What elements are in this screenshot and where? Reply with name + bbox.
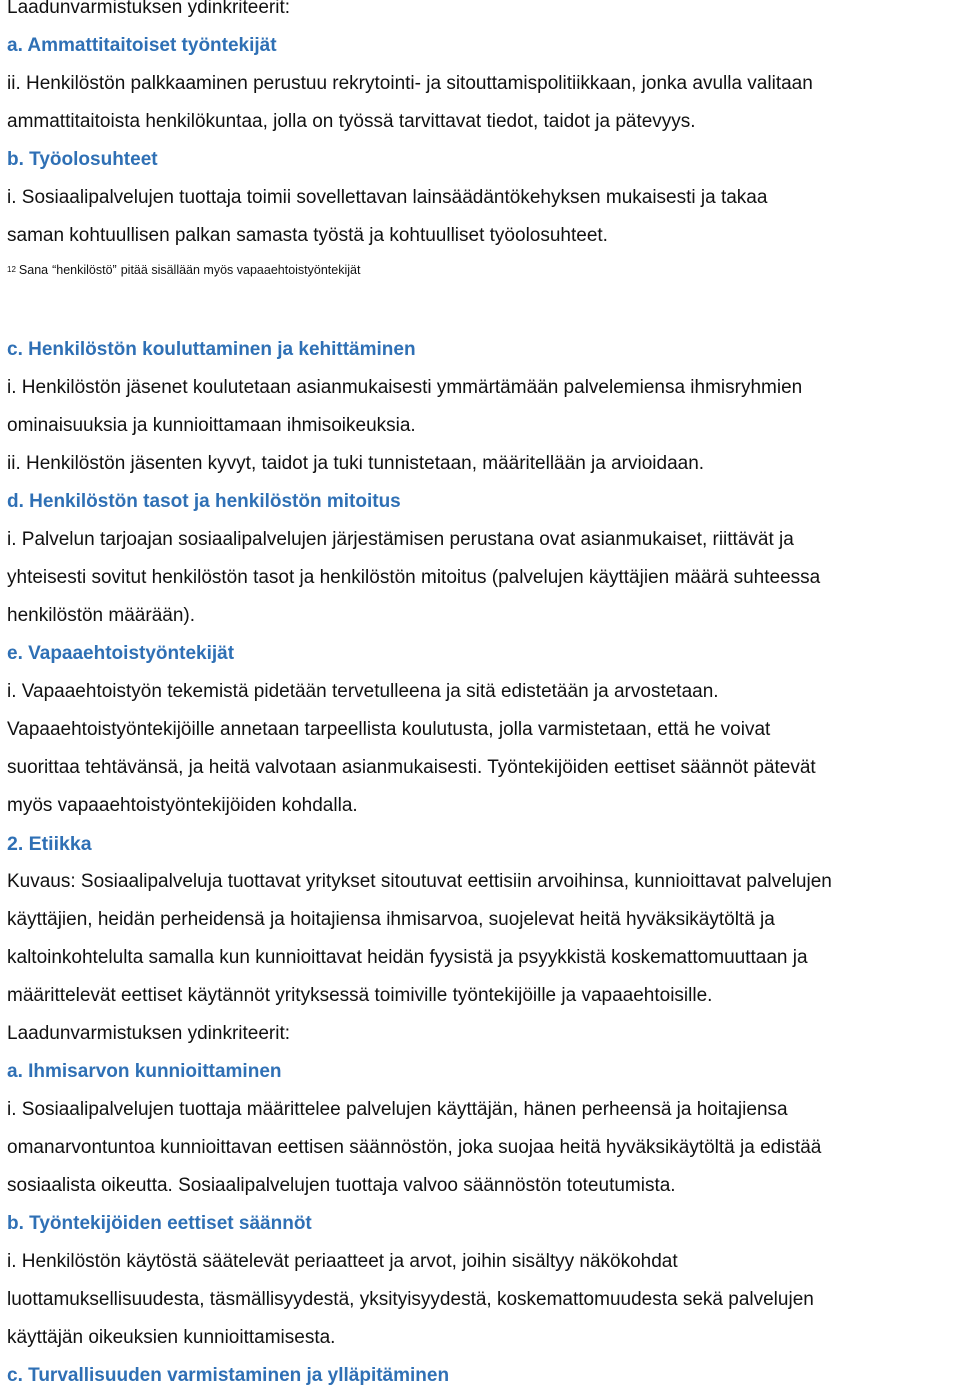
paragraph-line: ominaisuuksia ja kunnioittamaan ihmisoikeuksia. (7, 415, 416, 436)
heading-a-human-dignity: a. Ihmisarvon kunnioittaminen (7, 1061, 282, 1082)
heading-e-volunteers: e. Vapaaehtoistyöntekijät (7, 643, 235, 664)
paragraph-line: määrittelevät eettiset käytännöt yrityksessä toimiville työntekijöille ja vapaaehtoisille. (7, 985, 713, 1006)
paragraph-line: i. Vapaaehtoistyön tekemistä pidetään tervetulleena ja sitä edistetään ja arvostetaan. (7, 681, 719, 702)
paragraph-line: käyttäjän oikeuksien kunnioittamisesta. (7, 1327, 336, 1348)
paragraph-line: kaltoinkohtelulta samalla kun kunnioittavat heidän fyysistä ja psyykkistä koskemattomuuttaan ja (7, 947, 808, 968)
heading-b-working-conditions: b. Työolosuhteet (7, 149, 158, 170)
paragraph-line: i. Palvelun tarjoajan sosiaalipalvelujen järjestämisen perustana ovat asianmukaiset, riittävät ja (7, 529, 794, 550)
footnote-text-before: Sana (18, 263, 49, 277)
paragraph-line: yhteisesti sovitut henkilöstön tasot ja henkilöstön mitoitus (palvelujen käyttäjien määrä suhteessa (7, 567, 821, 588)
paragraph-line: käyttäjien, heidän perheidensä ja hoitajiensa ihmisarvoa, suojelevat heitä hyväksikäytöltä ja (7, 909, 775, 930)
heading-b-code-of-ethics: b. Työntekijöiden eettiset säännöt (7, 1213, 312, 1234)
paragraph-line: i. Sosiaalipalvelujen tuottaja määrittelee palvelujen käyttäjän, hänen perheensä ja hoitajiensa (7, 1099, 788, 1120)
section-intro-label: Laadunvarmistuksen ydinkriteerit: (7, 1023, 291, 1044)
heading-c-training: c. Henkilöstön kouluttaminen ja kehittäminen (7, 339, 416, 360)
paragraph-line: i. Henkilöstön käytöstä säätelevät periaatteet ja arvot, joihin sisältyy näkökohdat (7, 1251, 678, 1272)
paragraph-line: omanarvontuntoa kunnioittavan eettisen säännöstön, joka suojaa heitä hyväksikäytöltä ja edistää (7, 1137, 822, 1158)
heading-c-safety: c. Turvallisuuden varmistaminen ja ylläpitäminen (7, 1365, 450, 1386)
paragraph-line: luottamuksellisuudesta, täsmällisyydestä, yksityisyydestä, koskemattomuudesta sekä palvelujen (7, 1289, 814, 1310)
paragraph-line: sosiaalista oikeutta. Sosiaalipalvelujen tuottaja valvoo säännöstön toteutumista. (7, 1175, 676, 1196)
heading-d-staffing-levels: d. Henkilöstön tasot ja henkilöstön mitoitus (7, 491, 401, 512)
paragraph-line: ammattitaitoista henkilökuntaa, jolla on työssä tarvittavat tiedot, taidot ja pätevyys. (7, 111, 696, 132)
paragraph-line: ii. Henkilöstön jäsenten kyvyt, taidot ja tuki tunnistetaan, määritellään ja arvioidaan. (7, 453, 705, 474)
paragraph-line: saman kohtuullisen palkan samasta työstä ja kohtuulliset työolosuhteet. (7, 225, 608, 246)
paragraph-line: i. Henkilöstön jäsenet koulutetaan asianmukaisesti ymmärtämään palvelemiensa ihmisryhmien (7, 377, 803, 398)
section-intro-label: Laadunvarmistuksen ydinkriteerit: (7, 0, 291, 18)
paragraph-line: henkilöstön määrään). (7, 605, 195, 626)
paragraph-line: Vapaaehtoistyöntekijöille annetaan tarpeellista koulutusta, jolla varmistetaan, että he voivat (7, 719, 771, 740)
footnote-number: 12 (7, 265, 16, 274)
footnote-text-after: pitää sisällään myös vapaaehtoistyöntekijät (120, 263, 361, 277)
footnote (7, 262, 360, 278)
heading-2-ethics: 2. Etiikka (7, 833, 92, 855)
paragraph-line: suorittaa tehtävänsä, ja heitä valvotaan asianmukaisesti. Työntekijöiden eettiset säännöt pätevät (7, 757, 816, 778)
paragraph-line: Kuvaus: Sosiaalipalveluja tuottavat yritykset sitoutuvat eettisiin arvoihinsa, kunnioittavat palvelujen (7, 871, 832, 892)
paragraph-line: ii. Henkilöstön palkkaaminen perustuu rekrytointi- ja sitouttamispolitiikkaan, jonka avulla valitaan (7, 73, 813, 94)
footnote-quoted-term: “henkilöstö” (52, 263, 117, 277)
paragraph-line: i. Sosiaalipalvelujen tuottaja toimii sovellettavan lainsäädäntökehyksen mukaisesti ja takaa (7, 187, 768, 208)
heading-a-skilled-workers: a. Ammattitaitoiset työntekijät (7, 35, 277, 56)
paragraph-line: myös vapaaehtoistyöntekijöiden kohdalla. (7, 795, 358, 816)
